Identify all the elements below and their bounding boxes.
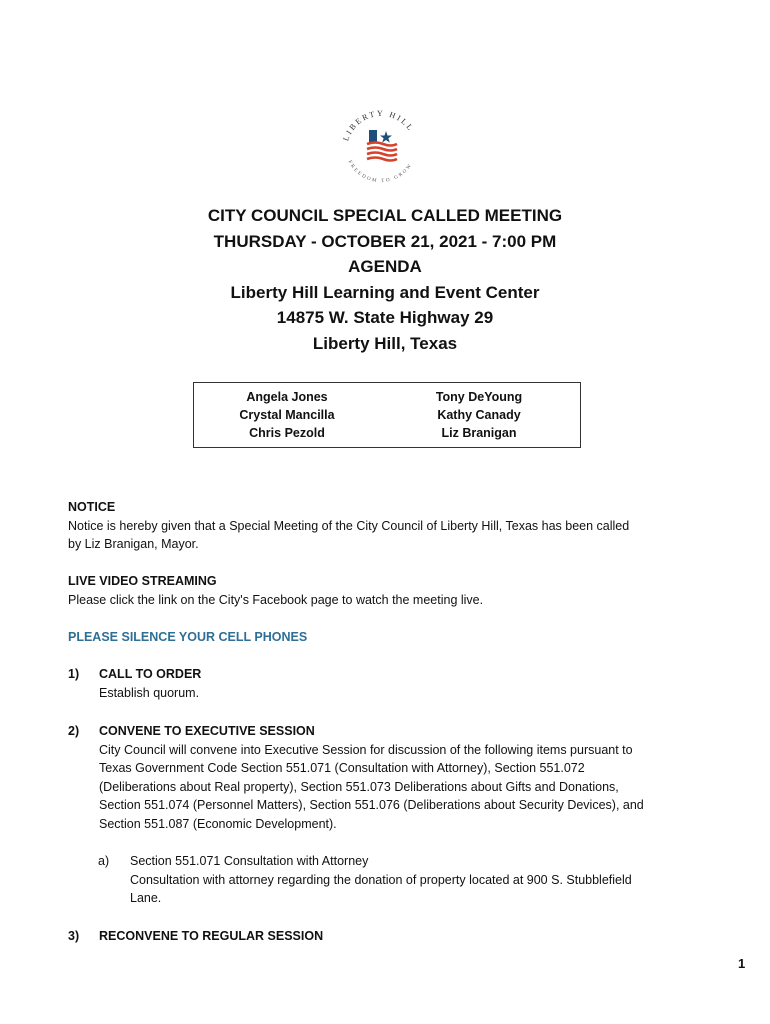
member-name: Liz Branigan [441,426,517,440]
notice-heading: NOTICE [68,500,116,514]
member-name: Angela Jones [246,390,328,404]
item-title: RECONVENE TO REGULAR SESSION [99,929,324,943]
notice-text-line: by Liz Branigan, Mayor. [68,537,199,551]
venue-city: Liberty Hill, Texas [312,333,458,353]
member-name: Crystal Mancilla [239,408,335,422]
notice-section [68,498,629,554]
notice-text-line: Notice is hereby given that a Special Meeting of the City Council of Liberty Hill, Texas has been called [68,518,630,533]
subitem-text-line: Lane. [130,891,162,905]
item-title: CONVENE TO EXECUTIVE SESSION [99,724,315,738]
item-number: 3) [68,929,80,943]
liberty-hill-logo [335,100,427,192]
subitem-text-line: Consultation with attorney regarding the donation of property located at 900 S. Stubblefield [130,872,632,887]
item-text-line: (Deliberations about Real property), Section 551.073 Deliberations about Gifts and Donations, [99,779,619,794]
members-right-column [394,388,564,442]
logo-top-text: LIBERTY HILL [341,108,416,143]
member-name: Chris Pezold [249,426,325,440]
agenda-heading: AGENDA [348,257,422,277]
streaming-heading: LIVE VIDEO STREAMING [68,574,217,588]
subitem-title: Section 551.071 Consultation with Attorney [130,854,369,868]
item-title: CALL TO ORDER [99,667,202,681]
subitem-letter: a) [98,854,110,868]
item-text-line: Section 551.074 (Personnel Matters), Section 551.076 (Deliberations about Security Devices), and [99,798,644,812]
meeting-date: THURSDAY - OCTOBER 21, 2021 - 7:00 PM [213,231,557,251]
venue-name: Liberty Hill Learning and Event Center [230,282,540,302]
item-number: 2) [68,724,80,738]
item-text-line: Section 551.087 (Economic Development). [99,816,337,831]
meeting-title: CITY COUNCIL SPECIAL CALLED MEETING [207,206,563,225]
streaming-section [68,572,483,609]
logo-bottom-text: FREEDOM TO GROW [346,159,414,185]
council-members-box [193,382,581,448]
members-left-column [202,388,372,442]
streaming-text: Please click the link on the City's Facebook page to watch the meeting live. [68,592,484,607]
silence-phones-notice: PLEASE SILENCE YOUR CELL PHONES [68,630,308,644]
member-name: Tony DeYoung [435,390,523,404]
logo-flag-field [369,130,377,142]
venue-address: 14875 W. State Highway 29 [276,308,494,328]
page-number: 1 [738,956,746,971]
item-text: Establish quorum. [99,685,200,700]
item-number: 1) [68,667,80,681]
member-name: Kathy Canady [437,408,521,422]
star-icon [380,131,392,143]
meeting-header [0,203,770,357]
item-text-line: City Council will convene into Executive Session for discussion of the following items pursuant to [99,742,633,757]
item-text-line: Texas Government Code Section 551.071 (Consultation with Attorney), Section 551.072 [99,761,585,775]
